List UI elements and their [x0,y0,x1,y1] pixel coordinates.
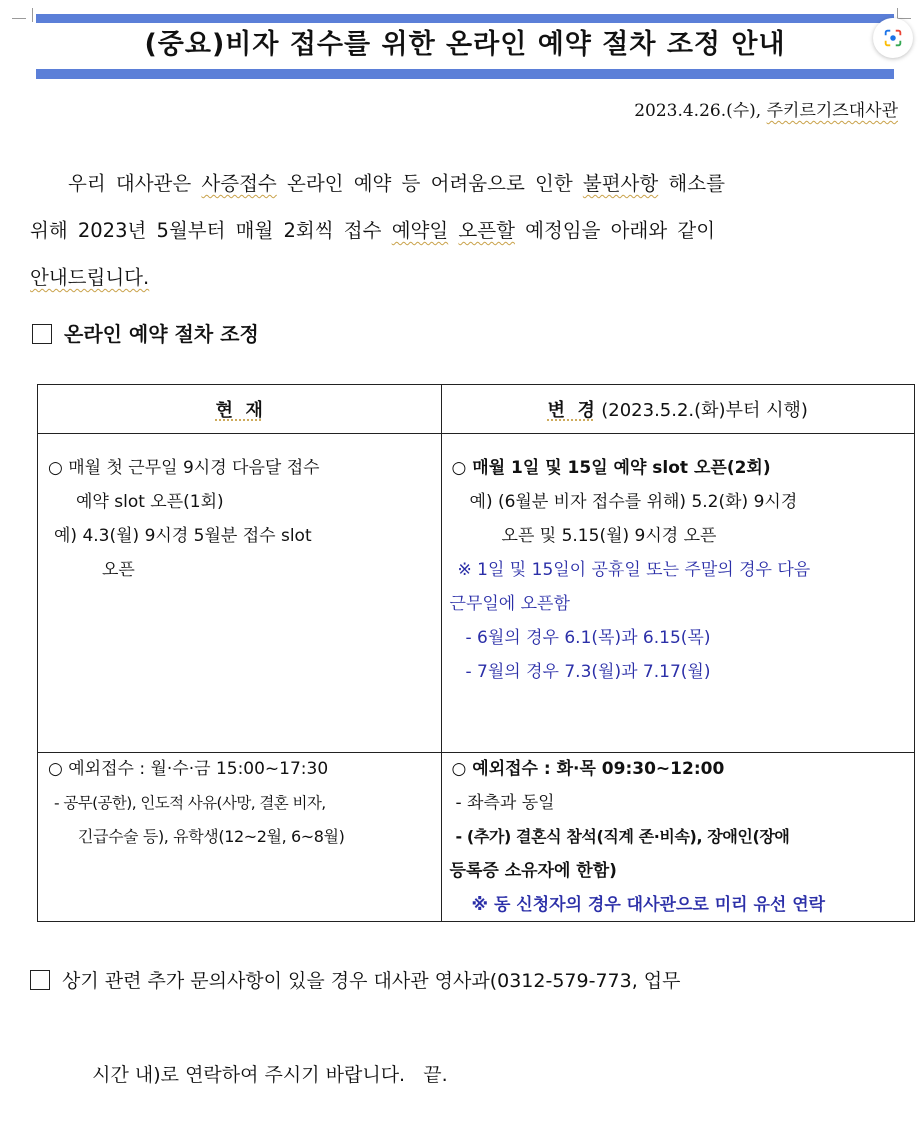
intro-text: 안내드립니다. [30,266,150,289]
row2-current-cell [38,753,442,922]
table-row [38,753,915,922]
header-current: 현 재 [38,385,442,434]
cell-line: ○ 매월 1일 및 15일 예약 slot 오픈(2회) [451,458,771,478]
cell-line: 예) (6월분 비자 접수를 위해) 5.2(화) 9시경 [469,492,798,512]
checkbox-square-icon [30,970,50,990]
footer-text: 상기 관련 추가 문의사항이 있을 경우 대사관 영사과(0312-579-773, 업무 [62,970,681,992]
intro-text [448,219,458,242]
cell-note: - 6월의 경우 6.1(목)과 6.15(목) [465,628,711,648]
row1-change-cell [441,434,914,753]
table-header-row [38,385,915,434]
google-lens-button[interactable] [873,18,913,58]
crop-mark [24,8,33,22]
page-title: (중요)비자 접수를 위한 온라인 예약 절차 조정 안내 [144,29,786,60]
procedure-table [37,384,915,922]
intro-text: 오픈할 [458,219,515,242]
intro-text: 우리 대사관은 [68,172,202,195]
intro-text: 사증접수 [201,172,277,195]
intro-text: 불편사항 [582,172,659,195]
cell-line: 예약 slot 오픈(1회) [76,492,224,512]
footer-line [30,958,910,1005]
date-line [634,96,898,121]
embassy-name: 주키르기즈대사관 [766,101,898,121]
intro-text: 해소를 [658,172,725,195]
intro-text: 위해 2023년 5월부터 매월 2회씩 접수 [30,219,392,242]
cell-line: - 좌측과 동일 [455,793,555,813]
date-text: 2023.4.26.(수), [634,101,762,121]
cell-note: - 7월의 경우 7.3(월)과 7.17(월) [465,662,711,682]
header-change: 변 경 (2023.5.2.(화)부터 시행) [441,385,914,434]
row2-change-cell [441,753,914,922]
cell-line: ○ 예외접수 : 월·수·금 15:00~17:30 [48,759,329,779]
intro-text: 온라인 예약 등 어려움으로 인한 [276,172,583,195]
footer-text: 시간 내)로 연락하여 주시기 바랍니다. 끝. [92,1064,448,1086]
table-row [38,434,915,753]
row1-current-cell [38,434,442,753]
footer-paragraph [30,958,910,1146]
cell-line: 오픈 [102,560,135,580]
intro-paragraph [30,160,898,301]
cell-line: 등록증 소유자에 한함) [449,861,617,881]
cell-line: ○ 매월 첫 근무일 9시경 다음달 접수 [48,458,320,478]
cell-line: 예) 4.3(월) 9시경 5월분 접수 slot [54,526,312,546]
cell-note: ※ 1일 및 15일이 공휴일 또는 주말의 경우 다음 [457,560,811,580]
footer-line [30,1005,910,1146]
cell-line: 오픈 및 5.15(월) 9시경 오픈 [501,526,717,546]
cell-note: ※ 동 신청자의 경우 대사관으로 미리 유선 연락 [471,895,826,915]
cell-line: 긴급수술 등), 유학생(12~2월, 6~8월) [78,827,345,846]
section-heading [32,318,259,347]
cell-line: - (추가) 결혼식 참석(직계 존·비속), 장애인(장애 [455,827,790,846]
intro-line [30,160,898,207]
cell-note: 근무일에 오픈함 [449,594,570,614]
checkbox-square-icon [32,324,52,344]
crop-mark [12,18,26,19]
title-bar-bottom [36,69,894,79]
section-heading-text: 온라인 예약 절차 조정 [64,322,259,346]
intro-line [30,207,898,254]
cell-line: - 공무(공한), 인도적 사유(사망, 결혼 비자, [54,794,326,812]
intro-line [30,254,898,301]
cell-line: ○ 예외접수 : 화·목 09:30~12:00 [451,759,725,779]
intro-text: 예정임을 아래와 같이 [514,219,716,242]
intro-text: 예약일 [391,219,449,242]
google-lens-icon [882,27,904,49]
